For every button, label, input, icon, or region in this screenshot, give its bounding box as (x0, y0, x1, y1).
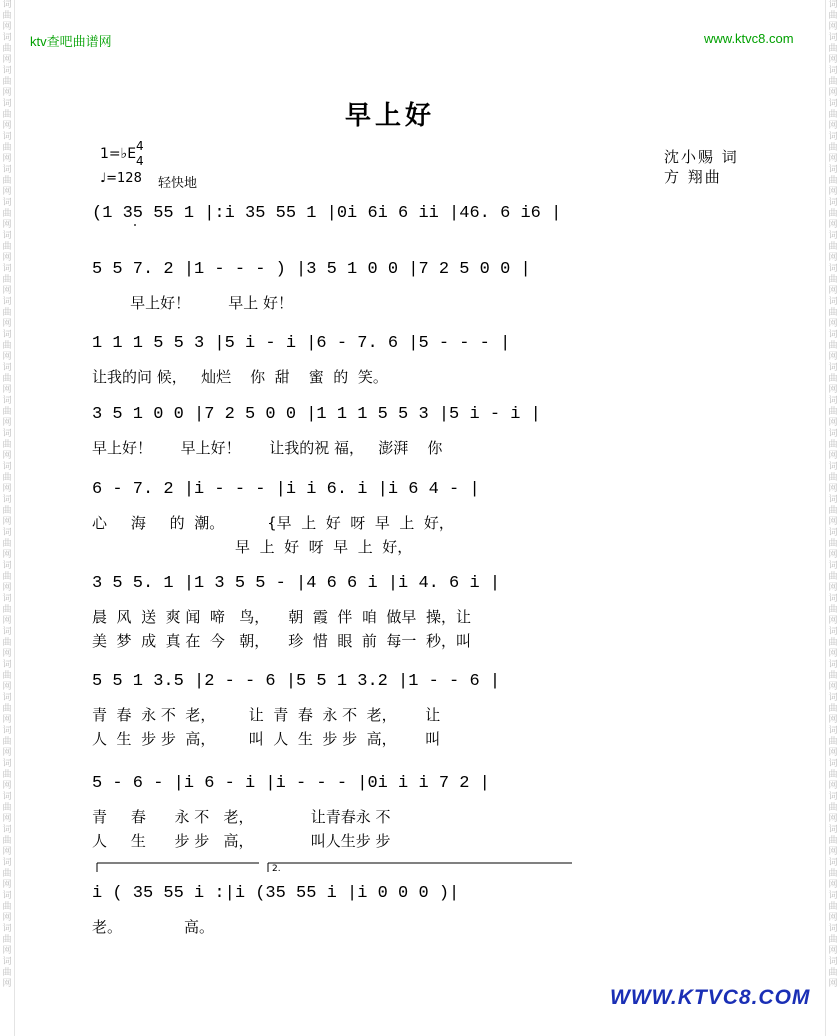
side-glyph: 网 (828, 649, 838, 659)
side-glyph: 词 (2, 693, 12, 703)
notation-row: 5 - 6 - |i 6 - i |i - - - |0i i i 7 2 | (92, 774, 490, 793)
expression-mark: 轻快地 (158, 176, 198, 191)
side-glyph: 词 (2, 528, 12, 538)
side-glyph: 曲 (2, 209, 12, 219)
side-glyph: 网 (828, 814, 838, 824)
side-glyph: 曲 (2, 704, 12, 714)
side-glyph: 网 (2, 583, 12, 593)
side-glyph: 词 (828, 429, 838, 439)
side-glyph: 曲 (2, 506, 12, 516)
side-glyph: 词 (828, 957, 838, 967)
side-glyph: 词 (828, 363, 838, 373)
side-glyph: 网 (2, 88, 12, 98)
side-glyph: 网 (828, 286, 838, 296)
side-glyph: 网 (828, 616, 838, 626)
side-glyph: 词 (2, 132, 12, 142)
side-glyph: 曲 (828, 671, 838, 681)
side-glyph: 网 (2, 847, 12, 857)
side-glyph: 词 (2, 858, 12, 868)
side-glyph: 曲 (828, 44, 838, 54)
side-glyph: 词 (2, 825, 12, 835)
side-glyph: 网 (828, 352, 838, 362)
key-signature: 1=♭E (100, 146, 137, 162)
side-glyph: 曲 (828, 407, 838, 417)
side-glyph: 网 (828, 781, 838, 791)
side-glyph: 曲 (828, 605, 838, 615)
side-glyph: 词 (2, 99, 12, 109)
side-glyph: 词 (2, 495, 12, 505)
lyric-line: 早 上 好 呀 早 上 好， (92, 538, 413, 556)
side-glyph: 词 (2, 0, 12, 10)
side-glyph: 词 (828, 891, 838, 901)
side-glyph: 网 (2, 946, 12, 956)
side-glyph: 曲 (2, 374, 12, 384)
side-glyph: 词 (2, 594, 12, 604)
side-glyph: 词 (828, 330, 838, 340)
side-glyph: 曲 (828, 440, 838, 450)
side-glyph: 词 (828, 858, 838, 868)
notation-row: 5 5 7. 2 |1 - - - ) |3 5 1 0 0 |7 2 5 0 0 | (92, 260, 531, 279)
lyric-line: 青 春 永 不 老， 让 青 春 永 不 老， 让 (92, 706, 441, 724)
side-glyph: 词 (828, 561, 838, 571)
lyric-line: 晨 风 送 爽 闻 啼 鸟， 朝 霞 伴 咱 做早 操，让 (92, 608, 471, 626)
side-glyph: 曲 (828, 869, 838, 879)
side-glyph: 网 (2, 187, 12, 197)
side-glyph: 曲 (2, 440, 12, 450)
side-glyph: 词 (828, 759, 838, 769)
side-glyph: 网 (2, 220, 12, 230)
side-glyph: 词 (2, 957, 12, 967)
side-glyph: 网 (828, 715, 838, 725)
side-glyph: 曲 (828, 638, 838, 648)
lyric-line: 青 春 永 不 老， 让青春永 不 (92, 808, 391, 826)
side-glyph: 网 (828, 913, 838, 923)
side-glyph: 词 (828, 33, 838, 43)
side-glyph: 词 (2, 264, 12, 274)
side-glyph: 曲 (2, 473, 12, 483)
side-glyph: 曲 (828, 902, 838, 912)
side-glyph: 曲 (828, 506, 838, 516)
side-glyph: 词 (828, 66, 838, 76)
side-glyph: 词 (828, 528, 838, 538)
side-glyph: 网 (2, 715, 12, 725)
side-glyph: 曲 (2, 110, 12, 120)
side-glyph: 网 (2, 979, 12, 989)
side-glyph: 曲 (828, 341, 838, 351)
side-glyph: 曲 (2, 407, 12, 417)
side-glyph: 词 (2, 561, 12, 571)
side-glyph: 曲 (828, 968, 838, 978)
side-glyph: 曲 (828, 275, 838, 285)
side-glyph: 曲 (828, 143, 838, 153)
side-glyph: 网 (2, 649, 12, 659)
side-glyph: 网 (828, 682, 838, 692)
notation-row: 1 1 1 5 5 3 |5 i - i |6 - 7. 6 |5 - - - | (92, 334, 511, 353)
side-glyph: 曲 (2, 638, 12, 648)
side-glyph: 词 (828, 825, 838, 835)
side-glyph: 曲 (2, 935, 12, 945)
side-glyph: 曲 (2, 341, 12, 351)
side-glyph: 网 (2, 748, 12, 758)
side-glyph: 曲 (828, 209, 838, 219)
side-glyph: 曲 (828, 110, 838, 120)
side-glyph: 网 (828, 979, 838, 989)
side-glyph: 网 (828, 583, 838, 593)
side-glyph: 词 (2, 198, 12, 208)
tempo-mark: ♩=128 (100, 171, 142, 186)
side-glyph: 网 (2, 418, 12, 428)
side-glyph: 词 (2, 66, 12, 76)
side-glyph: 曲 (2, 968, 12, 978)
site-name-left[interactable]: ktv查吧曲谱网 (30, 34, 112, 49)
side-glyph: 词 (2, 759, 12, 769)
side-glyph: 网 (828, 418, 838, 428)
lyric-line: 早上好！ 早上好！ 让我的祝 福， 澎湃 你 (92, 439, 443, 457)
side-glyph: 网 (828, 253, 838, 263)
side-glyph: 词 (828, 462, 838, 472)
side-glyph: 网 (2, 319, 12, 329)
side-glyph: 网 (2, 121, 12, 131)
notation-row: i ( 35 55 i :|i (35 55 i |i 0 0 0 )| (92, 884, 460, 903)
side-glyph: 曲 (2, 836, 12, 846)
side-glyph: 词 (828, 198, 838, 208)
side-glyph: 网 (2, 286, 12, 296)
side-glyph: 词 (828, 726, 838, 736)
site-url-right[interactable]: www.ktvc8.com (704, 31, 794, 46)
side-glyph: 曲 (2, 572, 12, 582)
lyric-line: 让我的问 候， 灿烂 你 甜 蜜 的 笑。 (92, 368, 388, 386)
footer-url[interactable]: WWW.KTVC8.COM (610, 986, 811, 1009)
side-glyph: 词 (828, 132, 838, 142)
time-sig-denominator: 4 (136, 154, 144, 168)
side-glyph: 曲 (828, 374, 838, 384)
side-glyph: 网 (828, 946, 838, 956)
side-glyph: 词 (828, 297, 838, 307)
side-glyph: 曲 (828, 539, 838, 549)
side-glyph: 网 (2, 550, 12, 560)
side-glyph: 网 (828, 517, 838, 527)
lyric-line: 美 梦 成 真 在 今 朝， 珍 惜 眼 前 每一 秒，叫 (92, 632, 471, 650)
side-glyph: 曲 (2, 308, 12, 318)
side-glyph: 曲 (2, 803, 12, 813)
side-glyph: 网 (2, 913, 12, 923)
side-glyph: 网 (828, 88, 838, 98)
side-glyph: 词 (828, 693, 838, 703)
side-glyph: 网 (2, 616, 12, 626)
side-glyph: 曲 (2, 143, 12, 153)
side-glyph: 曲 (828, 803, 838, 813)
song-title: 早上好 (345, 101, 436, 131)
lyric-line: 心 海 的 潮。 {早 上 好 呀 早 上 好， (92, 514, 454, 532)
side-glyph: 词 (2, 792, 12, 802)
side-glyph: 网 (828, 550, 838, 560)
side-glyph: 词 (2, 891, 12, 901)
side-glyph: 词 (828, 594, 838, 604)
side-glyph: 曲 (2, 11, 12, 21)
lyric-line: 早上好！ 早上 好！ (92, 294, 294, 312)
side-glyph: 词 (2, 330, 12, 340)
time-sig-numerator: 4 (136, 139, 144, 153)
side-glyph: 网 (2, 682, 12, 692)
side-glyph: 网 (2, 880, 12, 890)
side-glyph: 词 (828, 396, 838, 406)
lyric-line: 人 生 步 步 高， 叫人生步 步 (92, 832, 391, 850)
volta-second-ending: 2. (272, 864, 281, 874)
side-glyph: 词 (2, 627, 12, 637)
side-glyph: 网 (828, 187, 838, 197)
notation-row: 3 5 5. 1 |1 3 5 5 - |4 6 6 i |i 4. 6 i | (92, 574, 501, 593)
side-glyph: 曲 (828, 836, 838, 846)
side-glyph: 网 (2, 451, 12, 461)
side-glyph: 曲 (2, 539, 12, 549)
side-glyph: 曲 (2, 605, 12, 615)
side-glyph: 网 (828, 847, 838, 857)
side-glyph: 网 (2, 253, 12, 263)
side-glyph: 网 (2, 55, 12, 65)
side-glyph: 曲 (828, 770, 838, 780)
side-glyph: 网 (828, 748, 838, 758)
side-glyph: 曲 (2, 770, 12, 780)
side-glyph: 网 (828, 319, 838, 329)
side-glyph: 词 (2, 429, 12, 439)
side-glyph: 曲 (828, 704, 838, 714)
side-glyph: 词 (2, 231, 12, 241)
side-glyph: 词 (2, 33, 12, 43)
side-glyph: 曲 (828, 935, 838, 945)
side-glyph: 曲 (828, 77, 838, 87)
side-glyph: 曲 (2, 275, 12, 285)
side-glyph: 曲 (828, 473, 838, 483)
side-glyph: 曲 (828, 308, 838, 318)
notation-row: 3 5 1 0 0 |7 2 5 0 0 |1 1 1 5 5 3 |5 i - i | (92, 405, 541, 424)
side-glyph: 词 (828, 627, 838, 637)
notation-row: 6 - 7. 2 |i - - - |i i 6. i |i 6 4 - | (92, 480, 480, 499)
composer-credit: 方 翔曲 (664, 168, 722, 186)
side-glyph: 网 (2, 781, 12, 791)
notation-row: (1 35 55 1 |:i 35 55 1 |0i 6i 6 ii |46. 6 i6 | (92, 204, 562, 223)
lyricist-credit: 沈小赐 词 (664, 148, 739, 166)
side-glyph: 词 (828, 264, 838, 274)
side-glyph: 网 (2, 22, 12, 32)
side-glyph: 网 (2, 385, 12, 395)
side-glyph: 曲 (2, 869, 12, 879)
side-glyph: 曲 (2, 176, 12, 186)
side-glyph: 网 (828, 154, 838, 164)
side-glyph: 曲 (828, 737, 838, 747)
side-glyph: 词 (828, 924, 838, 934)
side-glyph: 曲 (2, 671, 12, 681)
side-glyph: 曲 (2, 44, 12, 54)
side-glyph: 词 (828, 0, 838, 10)
side-glyph: 网 (2, 484, 12, 494)
side-glyph: 曲 (2, 737, 12, 747)
side-glyph: 网 (828, 55, 838, 65)
side-glyph: 网 (828, 220, 838, 230)
side-glyph: 网 (828, 22, 838, 32)
side-glyph: 网 (828, 451, 838, 461)
side-glyph: 词 (828, 165, 838, 175)
side-glyph: 网 (828, 484, 838, 494)
lyric-line: 老。 高。 (92, 918, 214, 936)
side-glyph: 词 (2, 462, 12, 472)
side-glyph: 网 (2, 814, 12, 824)
side-glyph: 词 (2, 165, 12, 175)
notation-row: 5 5 1 3.5 |2 - - 6 |5 5 1 3.2 |1 - - 6 | (92, 672, 501, 691)
side-glyph: 曲 (2, 77, 12, 87)
side-glyph: 曲 (828, 242, 838, 252)
side-glyph: 词 (828, 231, 838, 241)
side-glyph: 网 (828, 121, 838, 131)
side-glyph: 曲 (2, 242, 12, 252)
side-glyph: 词 (2, 924, 12, 934)
side-glyph: 词 (828, 495, 838, 505)
side-glyph: 网 (2, 517, 12, 527)
side-glyph: 网 (2, 352, 12, 362)
side-glyph: 词 (828, 792, 838, 802)
side-glyph: 曲 (828, 176, 838, 186)
side-glyph: 网 (828, 385, 838, 395)
side-glyph: 词 (828, 660, 838, 670)
side-glyph: 词 (2, 297, 12, 307)
side-glyph: 词 (828, 99, 838, 109)
side-glyph: 词 (2, 660, 12, 670)
side-glyph: 词 (2, 396, 12, 406)
side-glyph: 曲 (2, 902, 12, 912)
lyric-line: 人 生 步 步 高， 叫 人 生 步 步 高， 叫 (92, 730, 441, 748)
side-glyph: 网 (828, 880, 838, 890)
side-glyph: 曲 (828, 572, 838, 582)
side-glyph: 网 (2, 154, 12, 164)
side-glyph: 词 (2, 726, 12, 736)
side-glyph: 曲 (828, 11, 838, 21)
side-glyph: 词 (2, 363, 12, 373)
